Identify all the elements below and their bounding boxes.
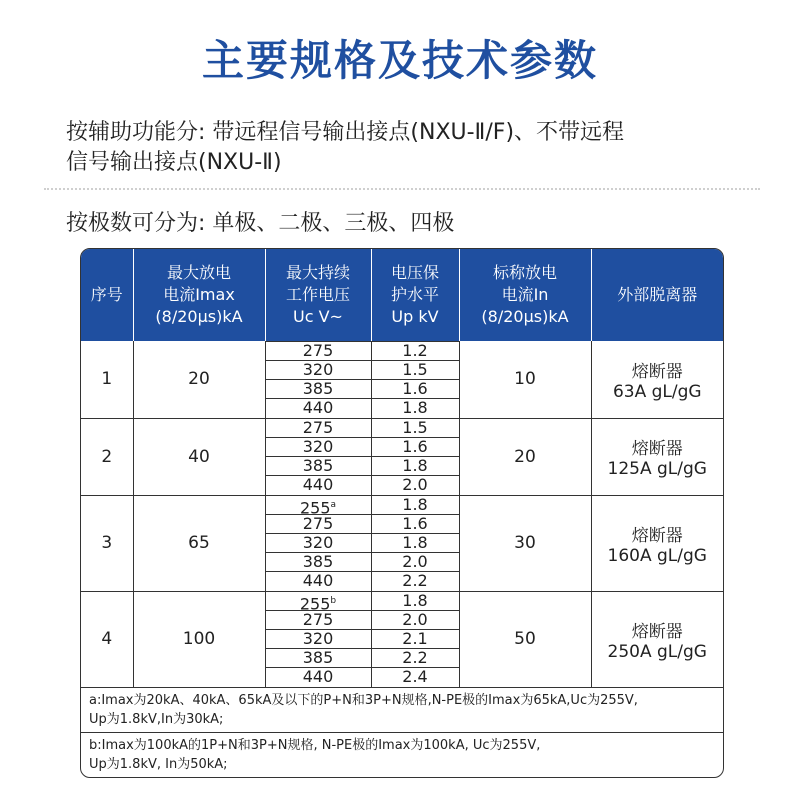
table-row <box>81 341 723 418</box>
up-value: 1.8 <box>372 496 459 515</box>
uc-value: 440 <box>302 474 334 494</box>
table-row <box>81 418 723 495</box>
uc-value: 275 <box>266 419 371 438</box>
uc-value: 440 <box>302 570 334 590</box>
page-title: 主要规格及技术参数 <box>201 36 598 85</box>
uc-value: 275 <box>266 515 371 534</box>
up-value: 2.1 <box>372 630 459 649</box>
uc-value: 385 <box>266 649 371 668</box>
note-a: a:Imax为20kA、40kA、65kA及以下的P+N和3P+N规格,N-PE极的Imax为65kA,Uc为255V, Up为1.8kV,In为30kA; <box>81 687 723 732</box>
header-imax: 最大放电 电流Imax (8/20μs)kA <box>133 249 265 341</box>
uc-value: 275 <box>266 611 371 630</box>
note-b: b:Imax为100kA的1P+N和3P+N规格, N-PE极的Imax为100kA, Uc为255V, Up为1.8kV, In为50kA; <box>89 737 541 772</box>
table-row <box>81 591 723 687</box>
up-value: 2.0 <box>372 553 459 572</box>
uc-value: 385 <box>266 457 371 476</box>
table-note-row <box>81 732 723 777</box>
cell-no: 4 <box>81 591 133 687</box>
uc-value: 385 <box>266 380 371 399</box>
cell-up-list <box>371 341 459 418</box>
footnote-mark: b <box>330 595 337 606</box>
spec-table <box>80 248 724 778</box>
cell-in: 50 <box>459 591 591 687</box>
cell-no: 3 <box>81 495 133 591</box>
cell-uc-list <box>265 418 371 495</box>
cell-uc-list <box>265 495 371 591</box>
header-no: 序号 <box>81 249 133 341</box>
table-row <box>81 495 723 591</box>
up-value: 1.2 <box>372 342 459 361</box>
cell-fuse: 熔断器 63A gL/gG <box>591 341 723 418</box>
intro-line-2: 信号输出接点(NXU-Ⅱ) <box>66 150 282 175</box>
header-up: 电压保 护水平 Up kV <box>371 249 459 341</box>
cell-no: 2 <box>81 418 133 495</box>
up-value: 2.0 <box>402 474 428 494</box>
up-value: 1.5 <box>372 419 459 438</box>
cell-no: 1 <box>81 341 133 418</box>
dotted-divider <box>44 188 760 190</box>
cell-in: 10 <box>459 341 591 418</box>
up-value: 2.0 <box>372 611 459 630</box>
header-fuse: 外部脱离器 <box>591 249 723 341</box>
uc-value: 440 <box>302 398 334 417</box>
uc-value: 320 <box>266 438 371 457</box>
up-value: 1.6 <box>372 438 459 457</box>
auxiliary-function-text <box>66 118 756 178</box>
cell-fuse: 熔断器 250A gL/gG <box>591 591 723 687</box>
uc-value: 275 <box>266 342 371 361</box>
header-in: 标称放电 电流In (8/20μs)kA <box>459 249 591 341</box>
up-value: 1.6 <box>372 515 459 534</box>
header-uc: 最大持续 工作电压 Uc V~ <box>265 249 371 341</box>
cell-in: 20 <box>459 418 591 495</box>
uc-value: 255$^a$ <box>266 496 371 515</box>
cell-up-list <box>371 495 459 591</box>
uc-value: 320 <box>266 361 371 380</box>
cell-up-list <box>371 418 459 495</box>
cell-imax: 40 <box>133 418 265 495</box>
poles-text: 按极数可分为: 单极、二极、三极、四极 <box>66 211 455 236</box>
table-note-row <box>81 687 723 732</box>
cell-imax: 65 <box>133 495 265 591</box>
up-value: 1.8 <box>402 398 428 417</box>
cell-imax: 100 <box>133 591 265 687</box>
up-value: 1.8 <box>372 457 459 476</box>
up-value: 1.8 <box>372 592 459 611</box>
cell-up-list <box>371 591 459 687</box>
cell-imax: 20 <box>133 341 265 418</box>
up-value: 2.2 <box>372 649 459 668</box>
cell-uc-list <box>265 341 371 418</box>
footnote-mark: a <box>330 499 337 510</box>
intro-line-1: 按辅助功能分: 带远程信号输出接点(NXU-Ⅱ/F)、不带远程 <box>66 120 625 145</box>
uc-value: 255$^b$ <box>266 592 371 611</box>
cell-fuse: 熔断器 160A gL/gG <box>591 495 723 591</box>
uc-value: 440 <box>302 666 334 686</box>
uc-value: 320 <box>266 630 371 649</box>
uc-value: 320 <box>266 534 371 553</box>
cell-uc-list <box>265 591 371 687</box>
up-value: 1.5 <box>372 361 459 380</box>
cell-fuse: 熔断器 125A gL/gG <box>591 418 723 495</box>
up-value: 1.6 <box>372 380 459 399</box>
up-value: 1.8 <box>372 534 459 553</box>
up-value: 2.4 <box>402 666 428 686</box>
cell-in: 30 <box>459 495 591 591</box>
uc-value: 385 <box>266 553 371 572</box>
table-header-row <box>81 249 723 341</box>
up-value: 2.2 <box>402 570 428 590</box>
